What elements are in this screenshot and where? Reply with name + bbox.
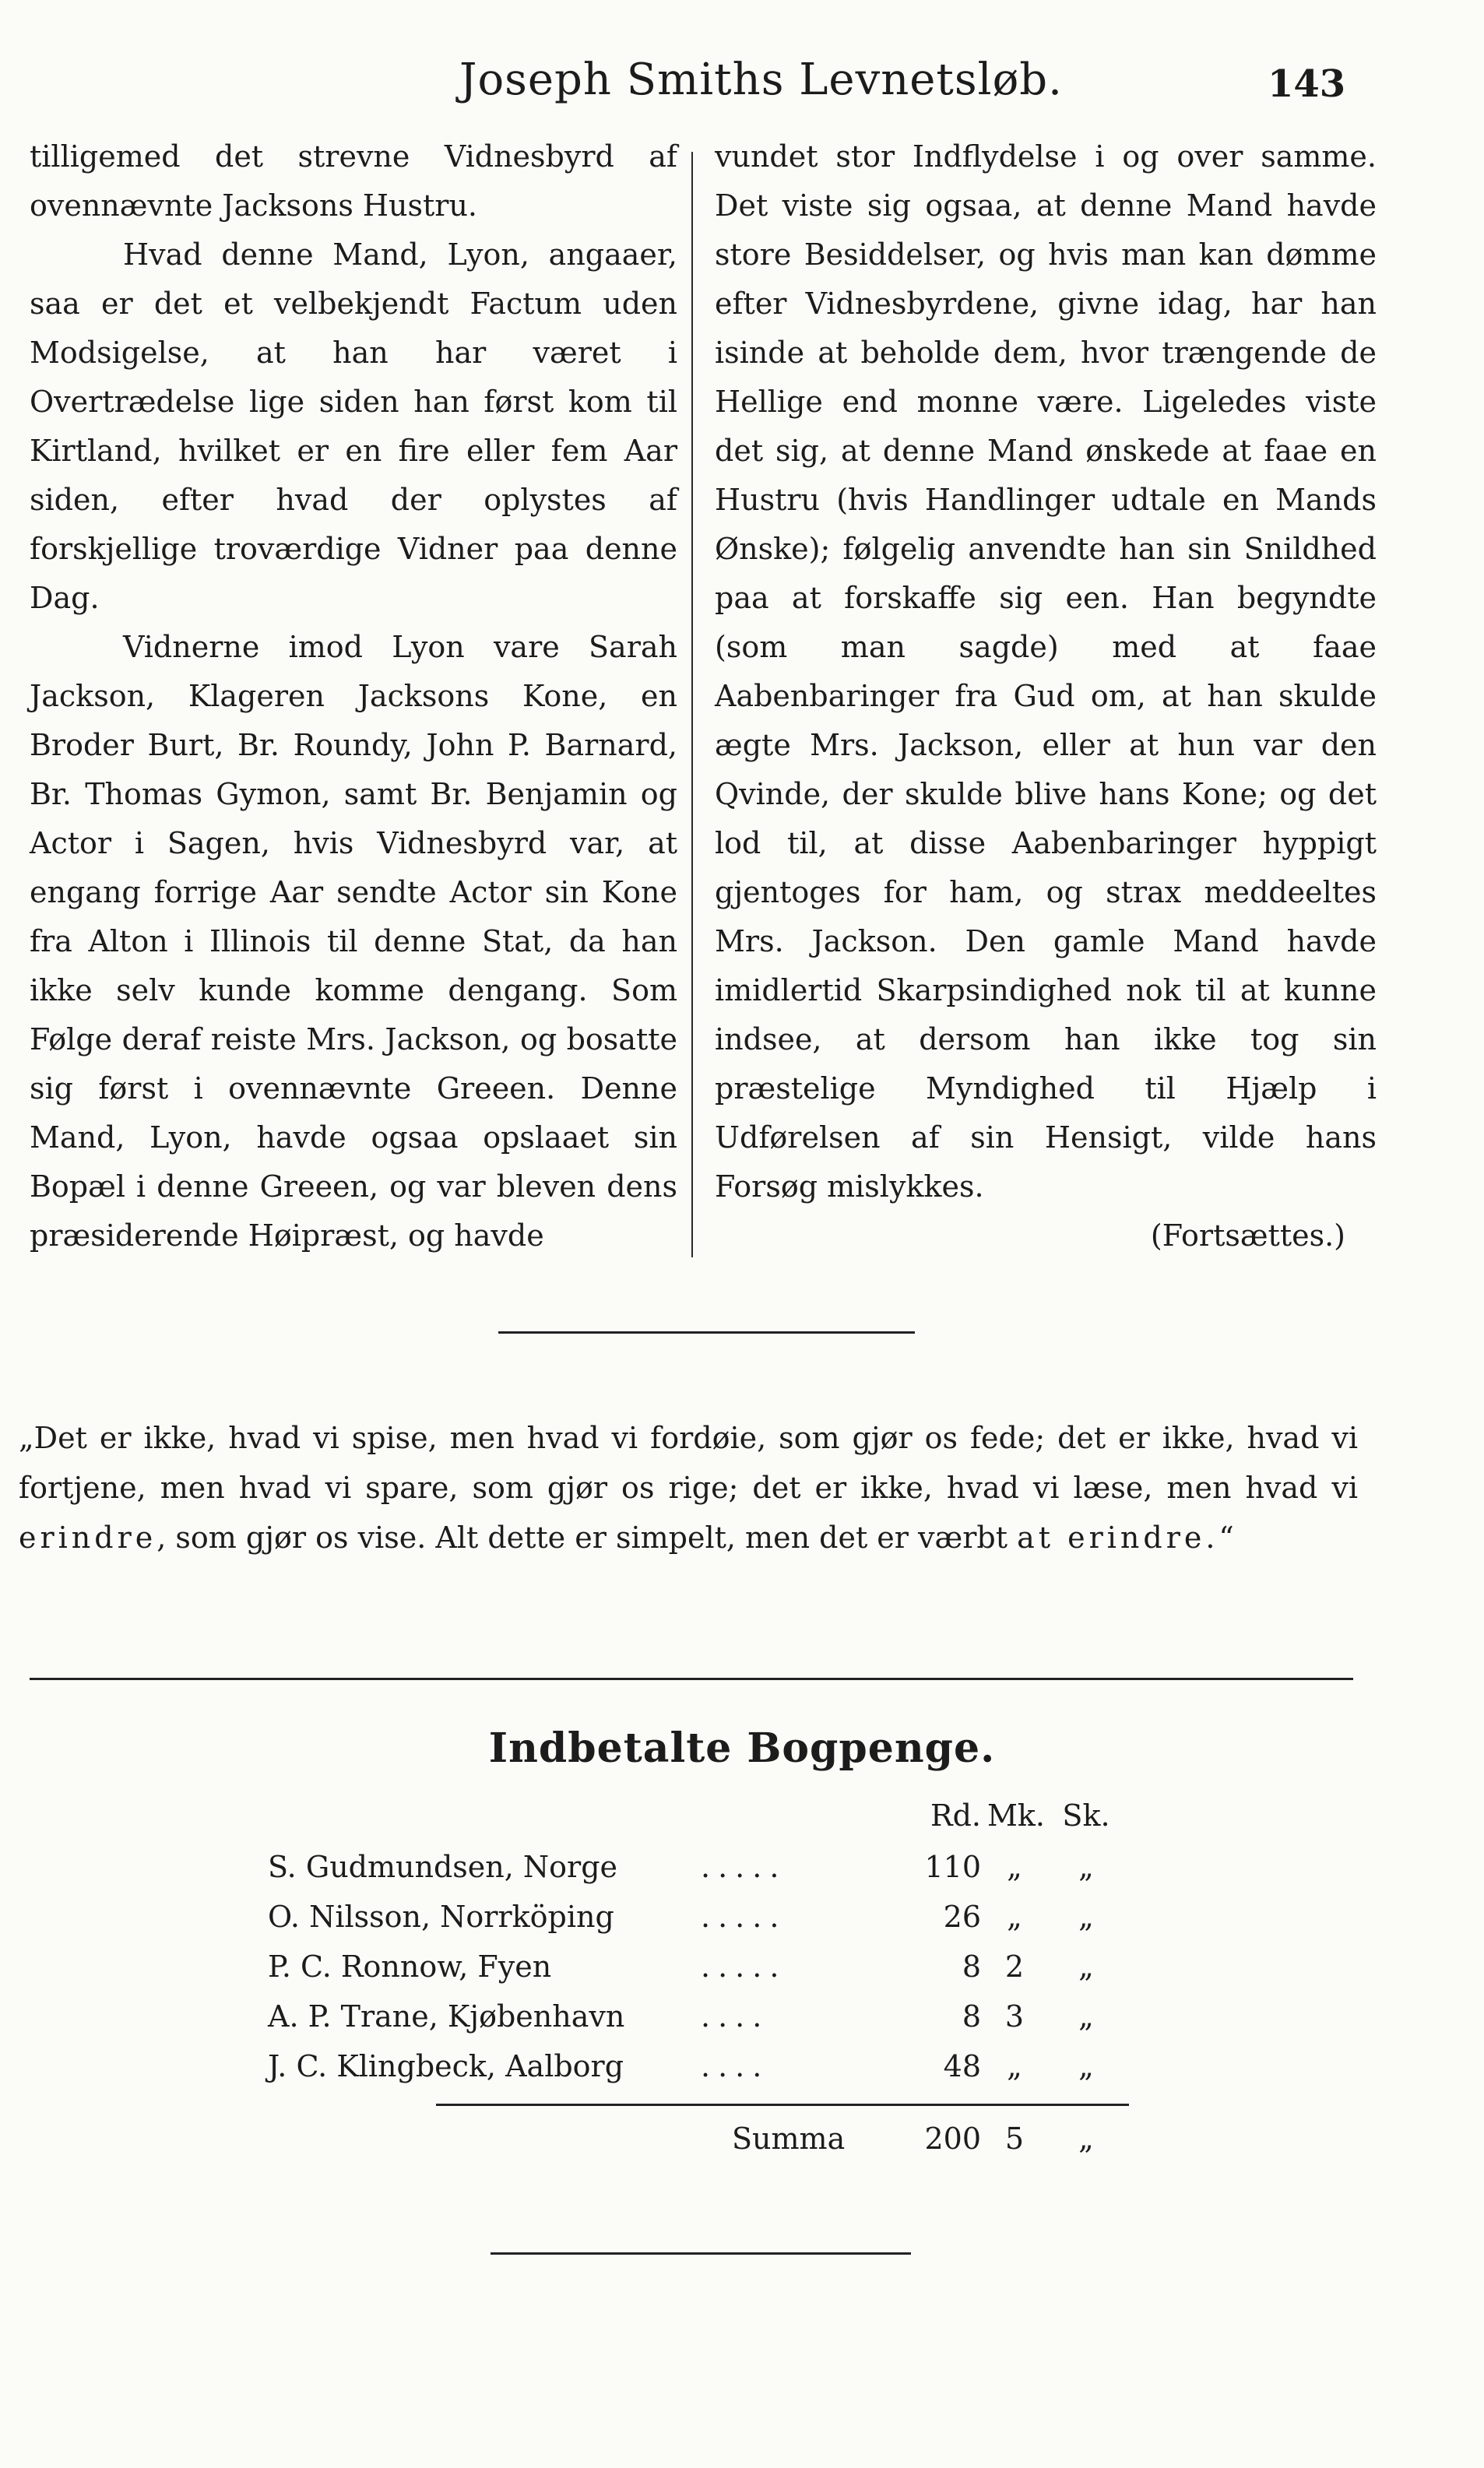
page-number: 143 <box>1268 62 1346 106</box>
amount-sk: „ <box>1078 1900 1094 1934</box>
amount-mk: „ <box>1007 2049 1022 2083</box>
leader-dots: ..... <box>701 1900 787 1934</box>
payer-name: A. P. Trane, Kjøbenhavn <box>268 1999 625 2034</box>
amount-rd: 8 <box>962 1999 981 2034</box>
running-header <box>0 47 1484 117</box>
sum-rd: 200 <box>924 2122 981 2156</box>
amount-rd: 26 <box>943 1900 981 1934</box>
sum-label: Summa <box>732 2122 846 2156</box>
col-header-sk: Sk. <box>1062 1798 1110 1833</box>
table-row <box>257 1999 1137 2046</box>
continued-note: (Fortsættes.) <box>1150 1218 1345 1253</box>
table-header <box>257 1798 1137 1845</box>
amount-mk: 3 <box>1004 1999 1025 2034</box>
sum-divider <box>436 2104 1129 2106</box>
payer-name: O. Nilsson, Norrköping <box>268 1900 614 1934</box>
amount-mk: „ <box>1007 1900 1022 1934</box>
payer-name: S. Gudmundsen, Norge <box>268 1850 618 1884</box>
amount-rd: 8 <box>962 1949 981 1984</box>
leader-dots: .... <box>701 2049 770 2083</box>
amount-sk: „ <box>1078 1949 1094 1984</box>
payments-title: Indbetalte Bogpenge. <box>488 1724 996 1772</box>
leader-dots: ..... <box>701 1850 787 1884</box>
column-divider <box>691 152 693 1257</box>
left-paragraph-3: Vidnerne imod Lyon vare Sarah Jackson, Klageren Jacksons Kone, en Broder Burt, Br. Roundy, John P. Barnard, Br. Thomas Gymon, samt Br. Benjamin og Actor i Sagen, hvis Vidnesbyrd var, at engang forrige Aar sendte Actor sin Kone fra Alton i Illinois til denne Stat, da han ikke selv kunde komme dengang. Som Følge deraf reiste Mrs. Jackson, og bosatte sig først i ovennævnte Greeen. Denne Mand, Lyon, havde ogsaa opslaaet sin Bopæl i denne Greeen, og var bleven dens præsiderende Høipræst, og havde <box>30 630 677 1253</box>
sum-sk: „ <box>1078 2122 1094 2156</box>
leader-dots: .... <box>701 1999 770 2034</box>
col-header-mk: Mk. <box>987 1798 1046 1833</box>
amount-sk: „ <box>1078 2049 1094 2083</box>
quote-ending: at erindre.“ <box>1017 1521 1238 1555</box>
quote-text-2: , som gjør os vise. Alt dette er simpelt, men det er værbt <box>156 1521 1008 1555</box>
amount-rd: 110 <box>924 1850 981 1884</box>
left-paragraph-2: Hvad denne Mand, Lyon, angaaer, saa er det et velbekjendt Factum uden Modsigelse, at han har været i Overtrædelse lige siden han først kom til Kirtland, hvilket er en fire eller fem Aar siden, efter hvad der oplystes af forskjellige troværdige Vidner paa denne Dag. <box>30 237 677 615</box>
payer-name: P. C. Ronnow, Fyen <box>268 1949 552 1984</box>
amount-mk: 2 <box>1004 1949 1025 1984</box>
amount-sk: „ <box>1078 1850 1094 1884</box>
running-title: Joseph Smiths Levnetsløb. <box>459 54 1063 105</box>
quote-text-1: „Det er ikke, hvad vi spise, men hvad vi fordøie, som gjør os fede; det er ikke, hvad vi fortjene, men hvad vi spare, som gjør os rige; det er ikke, hvad vi læse, men hvad vi <box>19 1421 1358 1505</box>
table-row <box>257 1850 1137 1897</box>
table-row <box>257 1900 1137 1946</box>
table-row <box>257 2049 1137 2096</box>
payer-name: J. C. Klingbeck, Aalborg <box>268 2049 624 2083</box>
right-column <box>715 132 1377 1260</box>
table-row <box>257 1949 1137 1996</box>
section-divider <box>498 1331 915 1334</box>
sum-mk: 5 <box>1004 2122 1025 2156</box>
col-header-rd: Rd. <box>930 1798 981 1833</box>
sum-row <box>257 2122 1137 2168</box>
quote-emphasis: erindre <box>19 1521 157 1555</box>
full-width-divider <box>30 1678 1353 1680</box>
amount-sk: „ <box>1078 1999 1094 2034</box>
amount-mk: „ <box>1007 1850 1022 1884</box>
amount-rd: 48 <box>943 2049 981 2083</box>
right-paragraph-1: vundet stor Indflydelse i og over samme. Det viste sig ogsaa, at denne Mand havde store Besiddelser, og hvis man kan dømme efter Vidnesbyrdene, givne idag, har han isinde at beholde dem, hvor trængende de Hellige end monne være. Ligeledes viste det sig, at denne Mand ønskede at faae en Hustru (hvis Handlinger udtale en Mands Ønske); følgelig anvendte han sin Snildhed paa at forskaffe sig een. Han begyndte (som man sagde) med at faae Aabenbaringer fra Gud om, at han skulde ægte Mrs. Jackson, eller at hun var den Qvinde, der skulde blive hans Kone; og det lod til, at disse Aabenbaringer hyppigt gjentoges for ham, og strax meddeeltes Mrs. Jackson. Den gamle Mand havde imidlertid Skarpsindighed nok til at kunne indsee, at dersom han ikke tog sin præstelige Myndighed til Hjælp i Udførelsen af sin Hensigt, vilde hans Forsøg mislykkes. <box>715 139 1377 1204</box>
end-divider <box>491 2252 911 2255</box>
left-column <box>30 132 677 1260</box>
quote-block <box>19 1413 1358 1563</box>
left-paragraph-1: tilligemed det strevne Vidnesbyrd af ovennævnte Jacksons Hustru. <box>30 139 677 223</box>
leader-dots: ..... <box>701 1949 787 1984</box>
